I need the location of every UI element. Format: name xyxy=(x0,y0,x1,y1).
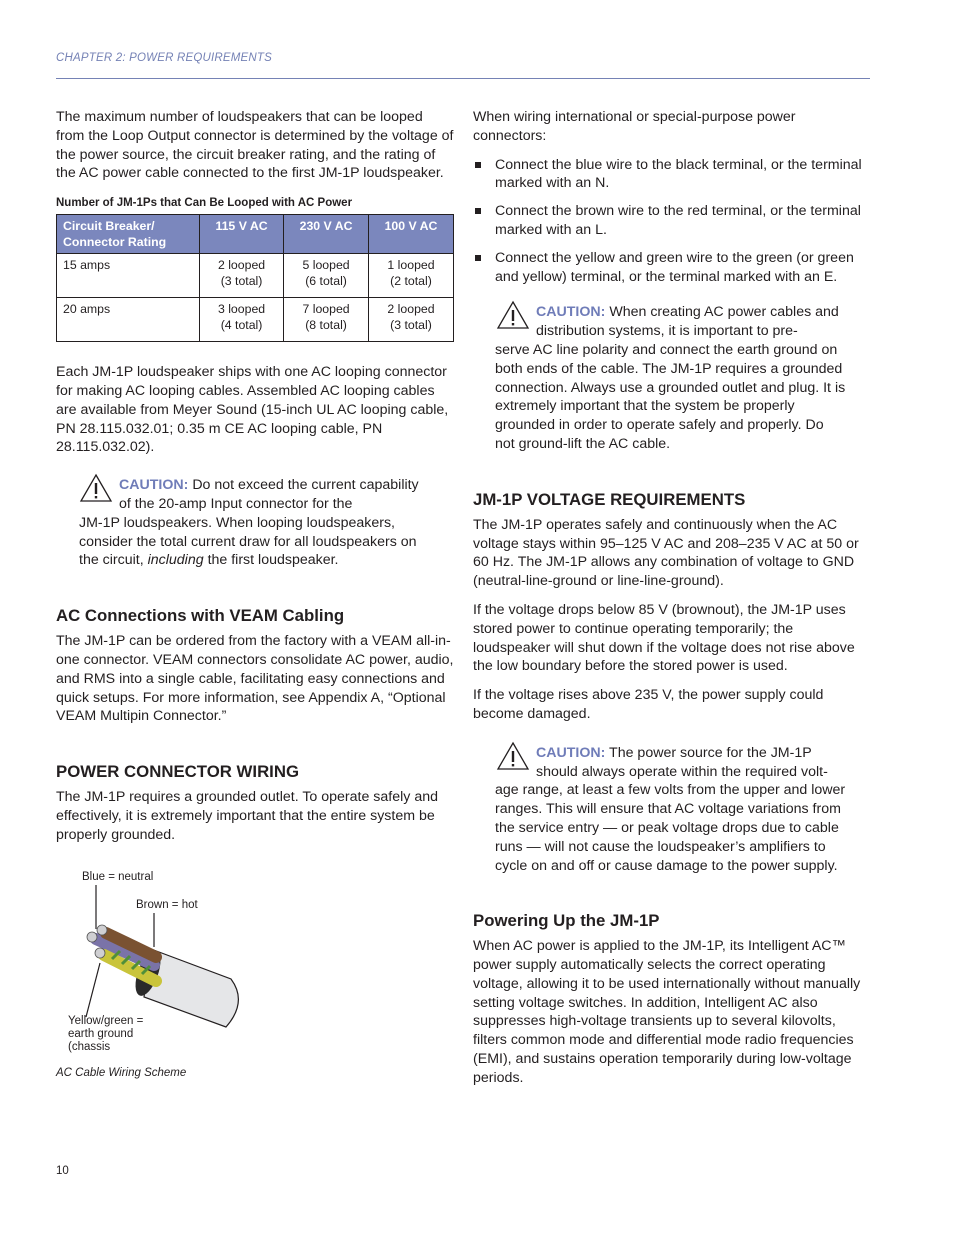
table-caption: Number of JM-1Ps that Can Be Looped with AC Power xyxy=(56,197,353,210)
table-cell: 2 looped (3 total) xyxy=(200,254,284,298)
left-column xyxy=(56,108,454,1097)
table-row xyxy=(57,298,454,342)
chapter-header: CHAPTER 2: POWER REQUIREMENTS xyxy=(56,52,273,64)
table-cell-rating: 15 amps xyxy=(57,254,200,298)
caution-box-current xyxy=(56,476,454,570)
table-header-230: 230 V AC xyxy=(284,215,369,254)
caution-box-polarity xyxy=(473,303,871,453)
blue-neutral-label: Blue = neutral xyxy=(82,870,154,883)
yellow-green-label-3: (chassis xyxy=(68,1040,111,1053)
warning-triangle-icon xyxy=(79,473,113,503)
veam-heading: AC Connections with VEAM Cabling xyxy=(56,606,345,626)
table-header-100: 100 V AC xyxy=(369,215,454,254)
table-cell: 5 looped (6 total) xyxy=(284,254,369,298)
table-cell: 2 looped (3 total) xyxy=(369,298,454,342)
list-item: Connect the brown wire to the red terminal, or the terminal marked with an L. xyxy=(473,202,871,240)
table-cell: 7 looped (8 total) xyxy=(284,298,369,342)
warning-triangle-icon xyxy=(496,300,530,330)
table-header-breaker: Circuit Breaker/ Connector Rating xyxy=(57,215,200,254)
figure-caption: AC Cable Wiring Scheme xyxy=(56,1066,187,1079)
caution-text-continued: JM-1P loudspeakers. When looping loudspeakers, consider the total current draw for all loudspeakers on the circuit, including the first loudspeaker. xyxy=(79,514,417,569)
table-row xyxy=(57,254,454,298)
table-cell-rating: 20 amps xyxy=(57,298,200,342)
list-item: Connect the yellow and green wire to the green (or green and yellow) terminal, or the terminal marked with an E. xyxy=(473,249,871,287)
caution-label: CAUTION: xyxy=(536,744,606,761)
blue-wire-tip xyxy=(87,932,97,942)
caution-text: CAUTION: When creating AC power cables and distribution systems, it is important to pre- xyxy=(536,304,839,340)
brown-hot-label: Brown = hot xyxy=(136,898,198,911)
voltage-paragraph-2: If the voltage drops below 85 V (brownout), the JM-1P uses stored power to continue operating temporarily; the loudspeaker will shut down if the voltage does not rise above the low boundary before the stored power is used. xyxy=(473,601,855,675)
wiring-bullet-list xyxy=(473,156,871,287)
table-cell: 1 looped (2 total) xyxy=(369,254,454,298)
yellow-green-label-1: Yellow/green = xyxy=(68,1014,144,1027)
warning-triangle-icon xyxy=(496,741,530,771)
yellow-green-label-2: earth ground xyxy=(68,1027,134,1040)
caution-text: CAUTION: The power source for the JM-1P should always operate within the required volt- xyxy=(536,744,828,780)
caution-label: CAUTION: xyxy=(119,477,189,494)
right-column xyxy=(473,108,871,1088)
list-item: Connect the blue wire to the black terminal, or the terminal marked with an N. xyxy=(473,156,871,194)
caution-text: CAUTION: Do not exceed the current capability of the 20-amp Input connector for the xyxy=(119,477,419,512)
caution-box-voltage xyxy=(473,744,871,876)
wiring-paragraph: The JM-1P requires a grounded outlet. To operate safely and effectively, it is extremely important that the entire system be properly grounded. xyxy=(56,789,438,843)
ac-cable-figure xyxy=(56,867,454,1097)
ground-leader-line xyxy=(86,963,100,1017)
voltage-paragraph-1: The JM-1P operates safely and continuously when the AC voltage stays within 95–125 V AC and 208–235 V AC at 50 or 60 Hz. The JM-1P allows any combination of voltage to GND (neutral-line-ground or line-line-ground). xyxy=(473,516,859,590)
veam-paragraph: The JM-1P can be ordered from the factory with a VEAM all-in-one connector. VEAM connectors consolidate AC power, audio, and RMS into a single cable, facilitating easy connections and quick setups. For more information, see Appendix A, “Optional VEAM Multipin Connector.” xyxy=(56,633,454,725)
caution-label: CAUTION: xyxy=(536,304,606,321)
looping-paragraph: Each JM-1P loudspeaker ships with one AC looping connector for making AC looping cables. Assembled AC looping cables are available from Meyer Sound (15-inch UL AC looping cable, PN 28.115.032.01; 0.35 m CE AC looping cable, PN 28.115.032.02). xyxy=(56,364,449,456)
brown-wire-tip xyxy=(97,925,107,935)
header-rule xyxy=(56,78,870,79)
powerup-heading: Powering Up the JM-1P xyxy=(473,911,660,931)
table-header-115: 115 V AC xyxy=(200,215,284,254)
voltage-paragraph-3: If the voltage rises above 235 V, the power supply could become damaged. xyxy=(473,687,824,722)
page-number: 10 xyxy=(56,1165,69,1177)
intro-paragraph: The maximum number of loudspeakers that can be looped from the Loop Output connector is determined by the voltage of the power source, the circuit breaker rating, and the rating of the AC power cable connected to the first JM-1P loudspeaker. xyxy=(56,109,454,182)
intl-intro: When wiring international or special-purpose power connectors: xyxy=(473,109,796,144)
caution-text-continued: serve AC line polarity and connect the earth ground on both ends of the cable. The JM-1P requires a grounded connection. Always use a grounded outlet and plug. It is extremely important that the system be properly grounded in order to operate safely and properly. Do not ground-lift the AC cable. xyxy=(495,341,846,452)
caution-text-continued: age range, at least a few volts from the upper and lower ranges. This will ensure that AC voltage variations from the service entry — or peak voltage drops due to cable runs — will not cause the loudspeaker’s amplifiers to cycle on and off or cause damage to the power supply. xyxy=(495,782,846,874)
voltage-heading: JM-1P VOLTAGE REQUIREMENTS xyxy=(473,489,746,509)
looping-table xyxy=(56,214,454,342)
table-header-row xyxy=(57,215,454,254)
table-cell: 3 looped (4 total) xyxy=(200,298,284,342)
wiring-heading: POWER CONNECTOR WIRING xyxy=(56,762,300,782)
ground-wire-tip xyxy=(95,948,105,958)
powerup-paragraph: When AC power is applied to the JM-1P, its Intelligent AC™ power supply automatically selects the correct operating voltage, allowing it to be used internationally without manually setting voltage switches. In addition, Intelligent AC also suppresses high-voltage transients up to several kilovolts, filters common mode and differential mode radio frequencies (EMI), and sustains operation temporarily during low-voltage periods. xyxy=(473,938,861,1086)
